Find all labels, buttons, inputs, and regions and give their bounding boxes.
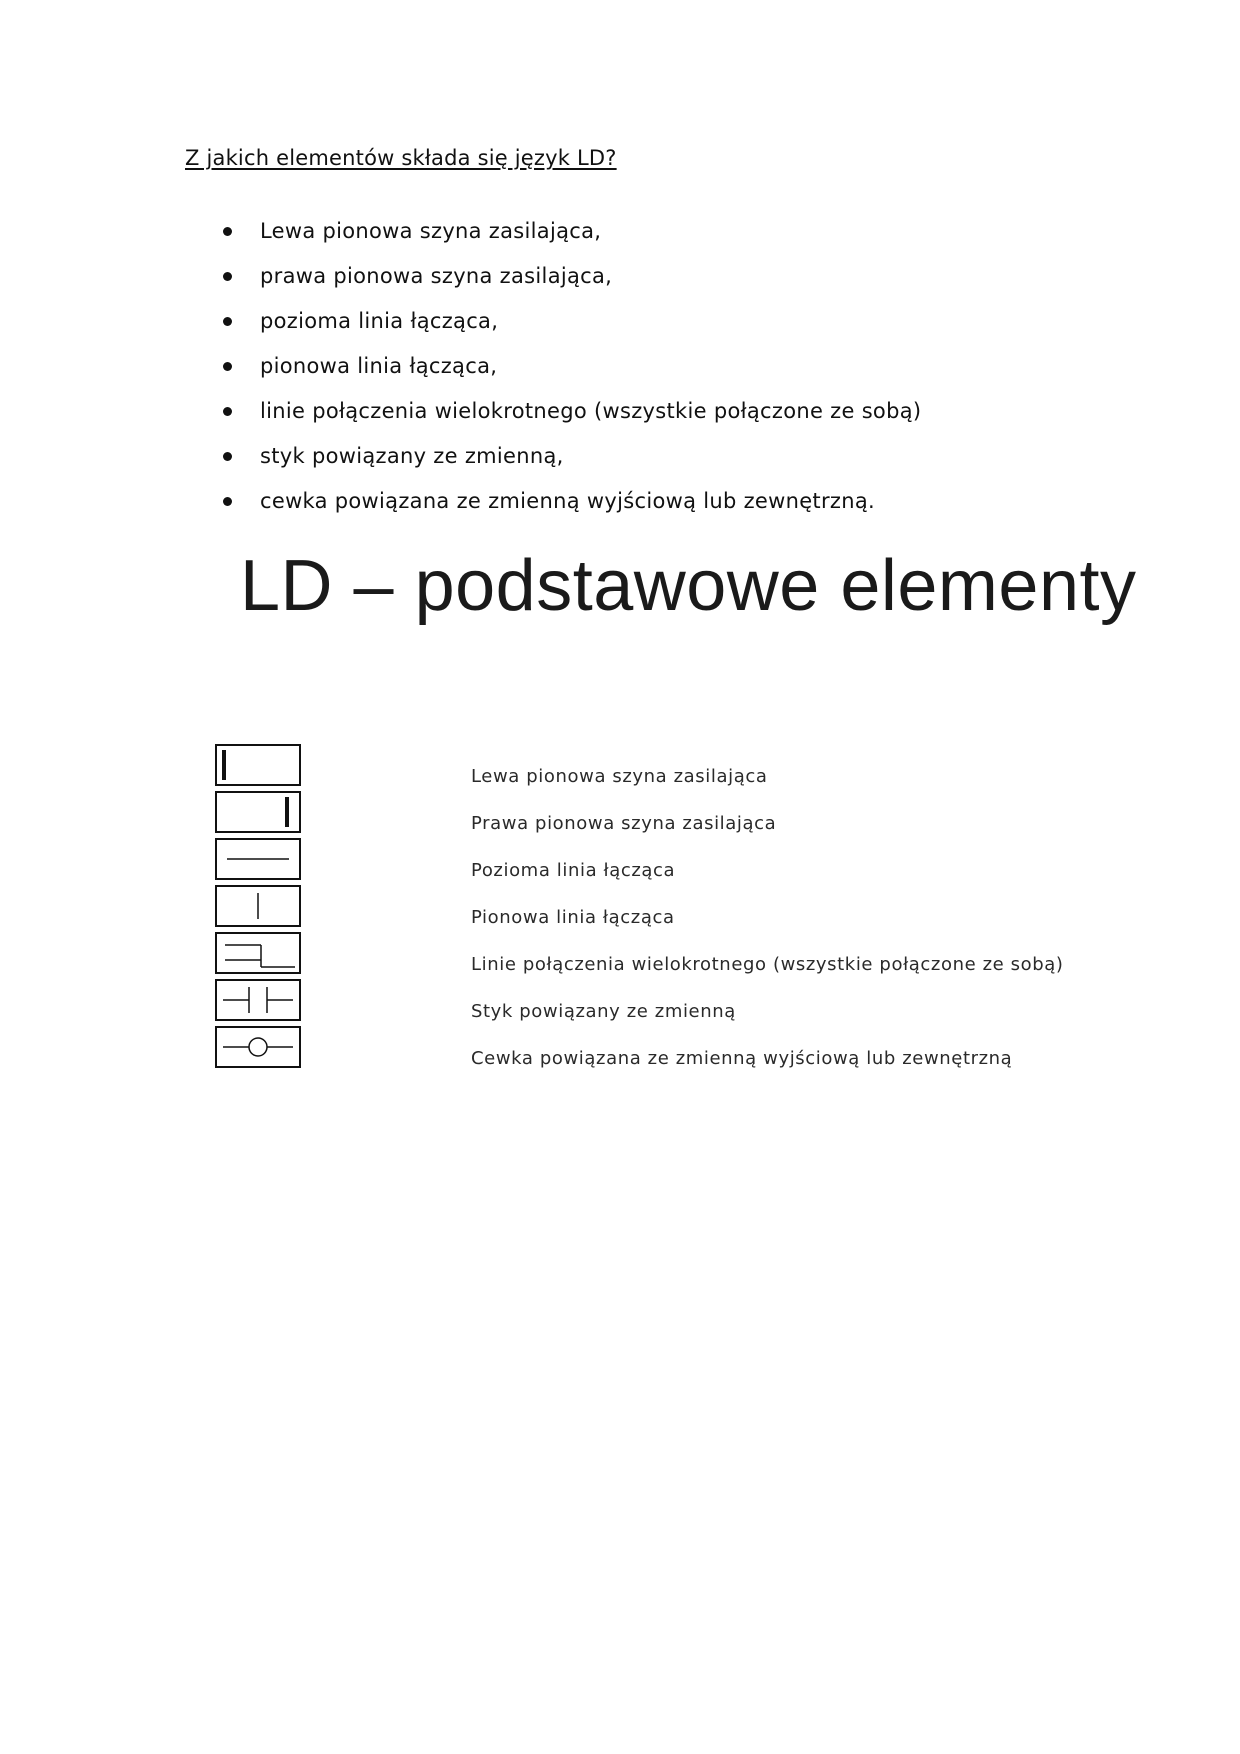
list-item-text: cewka powiązana ze zmienną wyjściową lub zewnętrzną.: [260, 489, 875, 513]
legend-row: [215, 932, 1115, 976]
right-power-rail-icon: [215, 791, 301, 833]
bullet-icon: [223, 317, 232, 326]
legend-row: [215, 885, 1115, 929]
contact-icon: [215, 979, 301, 1021]
elements-list: [220, 213, 921, 528]
list-item: [220, 258, 921, 303]
bullet-icon: [223, 227, 232, 236]
list-item: [220, 303, 921, 348]
list-item-text: prawa pionowa szyna zasilająca,: [260, 264, 613, 288]
legend-row: [215, 791, 1115, 835]
legend-row: [215, 744, 1115, 788]
list-item-text: pozioma linia łącząca,: [260, 309, 499, 333]
legend-label: Lewa pionowa szyna zasilająca: [471, 766, 768, 787]
horizontal-link-icon: [215, 838, 301, 880]
legend-row: [215, 1026, 1115, 1070]
bullet-icon: [223, 452, 232, 461]
list-item: [220, 438, 921, 483]
slide-title: LD – podstawowe elementy: [240, 546, 1137, 626]
bullet-icon: [223, 362, 232, 371]
left-power-rail-icon: [215, 744, 301, 786]
bullet-icon: [223, 272, 232, 281]
list-item: [220, 483, 921, 528]
legend-row: [215, 838, 1115, 882]
list-item: [220, 348, 921, 393]
bullet-icon: [223, 407, 232, 416]
list-item: [220, 393, 921, 438]
legend-label: Prawa pionowa szyna zasilająca: [471, 813, 777, 834]
legend-label: Linie połączenia wielokrotnego (wszystkie połączone ze sobą): [471, 954, 1064, 975]
list-item-text: Lewa pionowa szyna zasilająca,: [260, 219, 602, 243]
list-item-text: linie połączenia wielokrotnego (wszystkie połączone ze sobą): [260, 399, 922, 423]
legend-label: Pionowa linia łącząca: [471, 907, 675, 928]
list-item: [220, 213, 921, 258]
question-heading: Z jakich elementów składa się język LD?: [185, 146, 617, 170]
legend-label: Pozioma linia łącząca: [471, 860, 676, 881]
legend-label: Cewka powiązana ze zmienną wyjściową lub zewnętrzną: [471, 1048, 1013, 1069]
list-item-text: pionowa linia łącząca,: [260, 354, 498, 378]
legend-row: [215, 979, 1115, 1023]
coil-icon: [215, 1026, 301, 1068]
legend-label: Styk powiązany ze zmienną: [471, 1001, 736, 1022]
vertical-link-icon: [215, 885, 301, 927]
bullet-icon: [223, 497, 232, 506]
list-item-text: styk powiązany ze zmienną,: [260, 444, 564, 468]
multiple-connection-icon: [215, 932, 301, 974]
